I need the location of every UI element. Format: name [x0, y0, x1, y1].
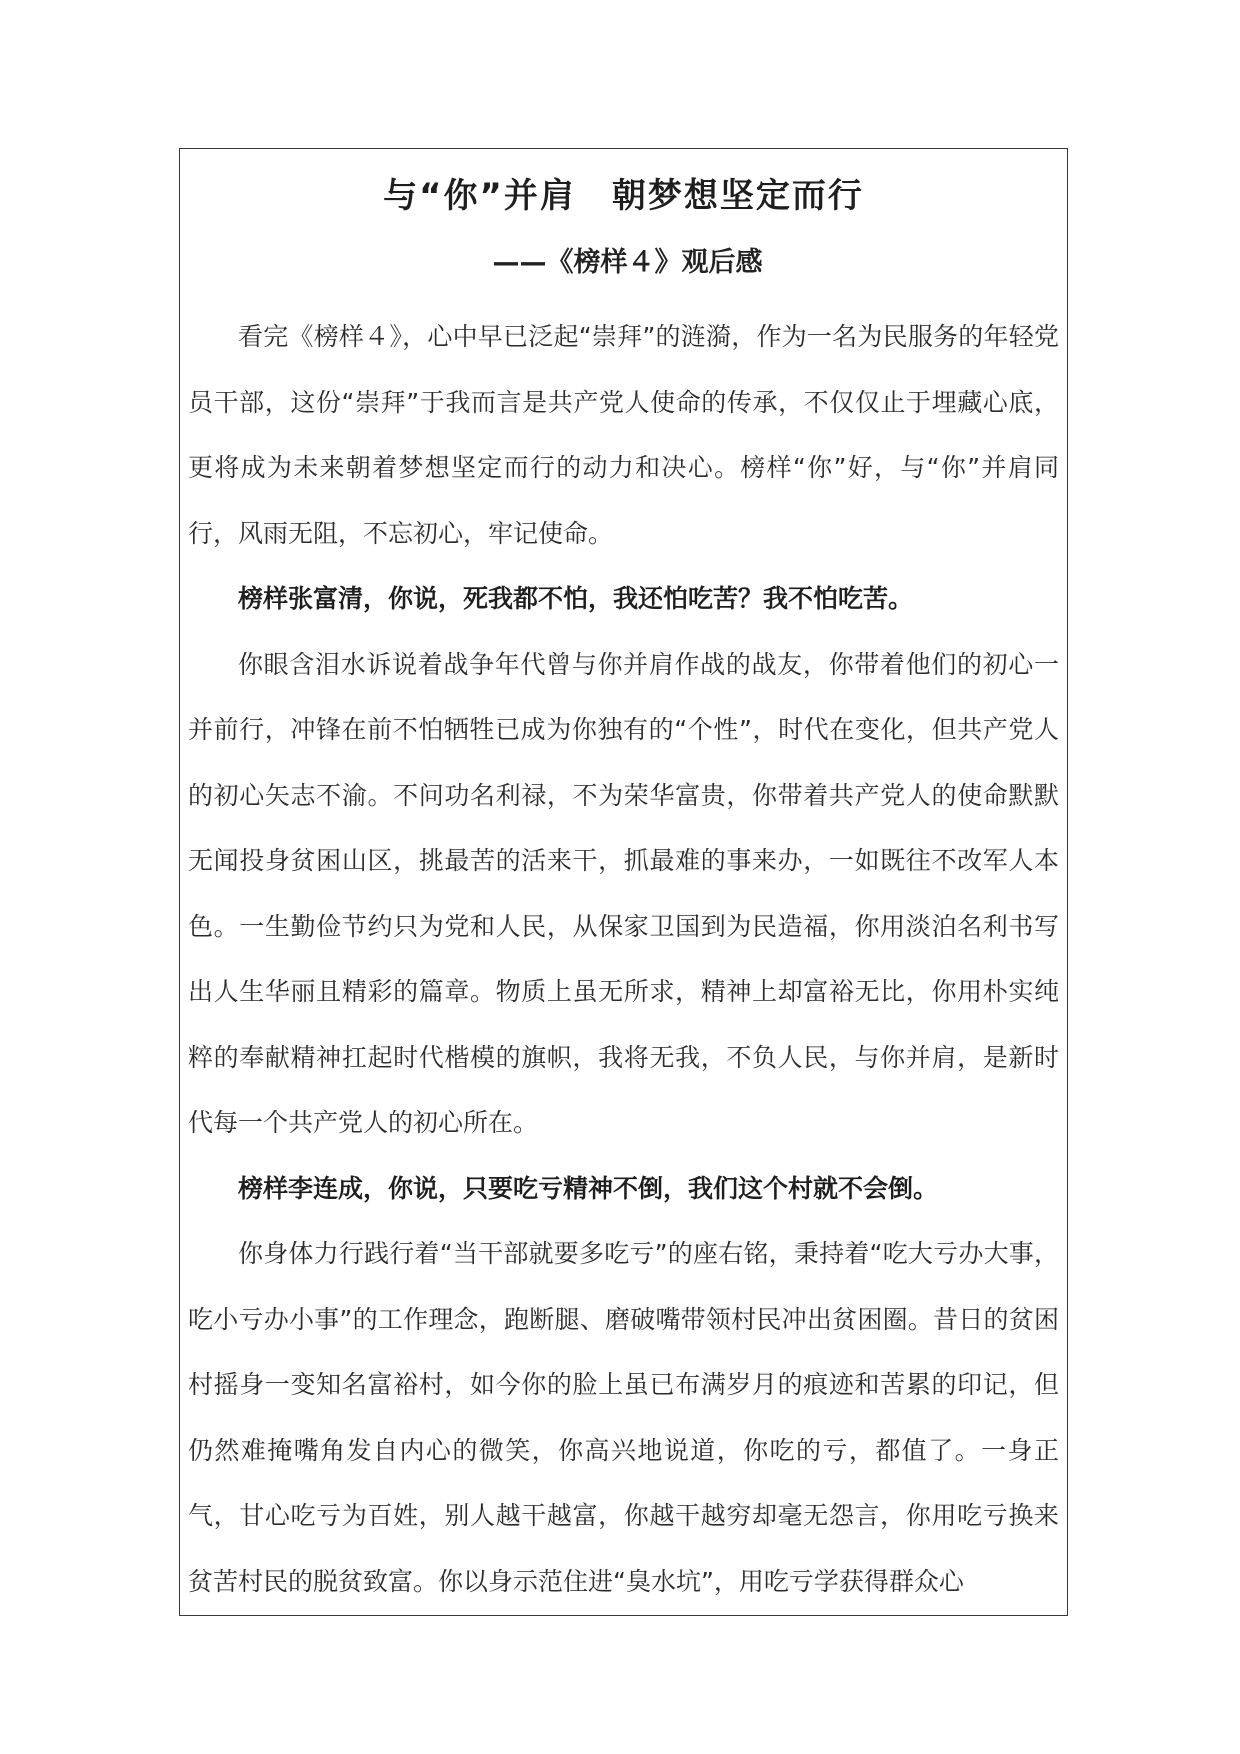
document-subtitle: ——《榜样４》观后感: [492, 247, 763, 278]
document-title: 与“你”并肩 朝梦想坚定而行: [383, 176, 864, 216]
paragraph-heading-zhang-fuqing: 榜样张富清，你说，死我都不怕，我还怕吃苦？我不怕吃苦。: [238, 584, 914, 613]
paragraph-zhang-fuqing: 你眼含泪水诉说着战争年代曾与你并肩作战的战友，你带着他们的初心一并前行，冲锋在前不怕牺牲已成为你独有的“个性”，时代在变化，但共产党人的初心矢志不渝。不问功名利禄，不为荣华富贵，你带着共产党人的使命默默无闻投身贫困山区，挑最苦的活来干，抓最难的事来办，一如既往不改军人本色。一生勤俭节约只为党和人民，从保家卫国到为民造福，你用淡泊名利书写出人生华丽且精彩的篇章。物质上虽无所求，精神上却富裕无比，你用朴实纯粹的奉献精神扛起时代楷模的旗帜，我将无我，不负人民，与你并肩，是新时代每一个共产党人的初心所在。: [188, 649, 1059, 1137]
document-frame: [179, 148, 1068, 1616]
paragraph-heading-li-liancheng: 榜样李连成，你说，只要吃亏精神不倒，我们这个村就不会倒。: [238, 1173, 939, 1203]
paragraph-intro: 看完《榜样４》，心中早已泛起“崇拜”的涟漪，作为一名为民服务的年轻党员干部，这份“崇拜”于我而言是共产党人使命的传承，不仅仅止于埋藏心底，更将成为未来朝着梦想坚定而行的动力和决心。榜样“你”好，与“你”并肩同行，风雨无阻，不忘初心，牢记使命。: [188, 322, 1059, 548]
paragraph-li-liancheng: 你身体力行践行着“当干部就要多吃亏”的座右铭，秉持着“吃大亏办大事，吃小亏办小事”的工作理念，跑断腿、磨破嘴带领村民冲出贫困圈。昔日的贫困村摇身一变知名富裕村，如今你的脸上虽已布满岁月的痕迹和苦累的印记，但仍然难掩嘴角发自内心的微笑，你高兴地说道，你吃的亏，都值了。一身正气，甘心吃亏为百姓，别人越干越富，你越干越穷却毫无怨言，你用吃亏换来贫苦村民的脱贫致富。你以身示范住进“臭水坑”，用吃亏学获得群众心: [188, 1239, 1059, 1596]
document-body: [188, 304, 1059, 1614]
